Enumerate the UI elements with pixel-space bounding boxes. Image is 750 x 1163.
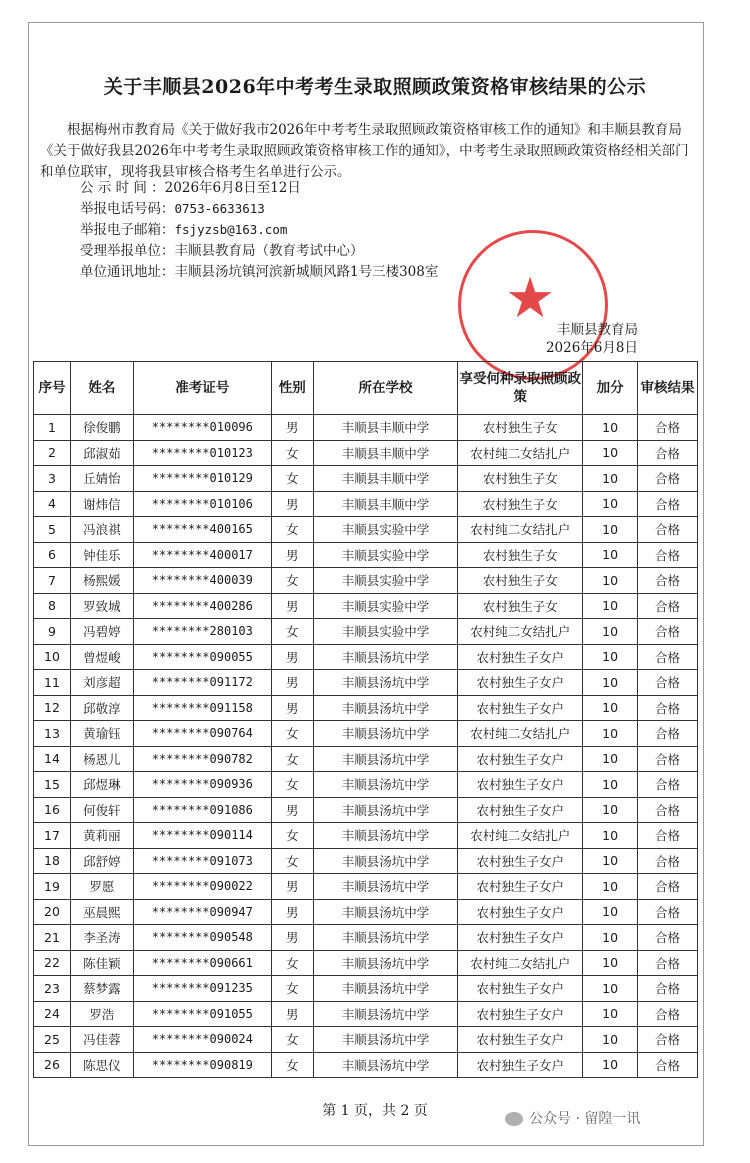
cell-gender: 女	[271, 976, 313, 1002]
cell-seq: 15	[34, 772, 71, 798]
table-row	[34, 695, 698, 721]
cell-gender: 女	[271, 1027, 313, 1053]
table-row	[34, 746, 698, 772]
cell-exam-id: ********400017	[133, 542, 271, 568]
info-label: 举报电子邮箱：	[80, 222, 175, 238]
cell-school: 丰顺县汤坑中学	[313, 925, 458, 951]
cell-result: 合格	[638, 440, 698, 466]
cell-gender: 女	[271, 1052, 313, 1078]
cell-gender: 女	[271, 772, 313, 798]
cell-seq: 2	[34, 440, 71, 466]
cell-policy: 农村独生子女	[458, 568, 583, 594]
signature-date: 2026年6月8日	[545, 340, 638, 356]
cell-result: 合格	[638, 568, 698, 594]
cell-bonus: 10	[583, 415, 638, 441]
cell-exam-id: ********400039	[133, 568, 271, 594]
cell-school: 丰顺县实验中学	[313, 568, 458, 594]
table-body	[34, 415, 698, 1078]
table-row	[34, 644, 698, 670]
cell-bonus: 10	[583, 644, 638, 670]
cell-seq: 13	[34, 721, 71, 747]
table-row	[34, 517, 698, 543]
cell-gender: 男	[271, 542, 313, 568]
info-phone	[80, 199, 265, 219]
cell-policy: 农村独生子女户	[458, 925, 583, 951]
cell-bonus: 10	[583, 440, 638, 466]
header-name: 姓名	[70, 362, 133, 415]
cell-gender: 女	[271, 721, 313, 747]
cell-bonus: 10	[583, 491, 638, 517]
wechat-icon	[505, 1112, 523, 1126]
cell-name: 巫晨熙	[70, 899, 133, 925]
cell-school: 丰顺县汤坑中学	[313, 1001, 458, 1027]
cell-school: 丰顺县汤坑中学	[313, 721, 458, 747]
cell-bonus: 10	[583, 670, 638, 696]
cell-result: 合格	[638, 415, 698, 441]
table-row	[34, 797, 698, 823]
cell-result: 合格	[638, 466, 698, 492]
cell-bonus: 10	[583, 848, 638, 874]
cell-policy: 农村独生子女	[458, 542, 583, 568]
cell-result: 合格	[638, 542, 698, 568]
cell-result: 合格	[638, 619, 698, 645]
info-value: fsjyzsb@163.com	[174, 222, 288, 237]
document-title: 关于丰顺县2026年中考考生录取照顾政策资格审核结果的公示	[103, 76, 647, 98]
cell-school: 丰顺县汤坑中学	[313, 695, 458, 721]
cell-result: 合格	[638, 670, 698, 696]
cell-name: 李圣涛	[70, 925, 133, 951]
cell-seq: 14	[34, 746, 71, 772]
cell-name: 邱敬淳	[70, 695, 133, 721]
cell-policy: 农村纯二女结扎户	[458, 950, 583, 976]
header-seq: 序号	[34, 362, 71, 415]
table-header-row	[34, 362, 698, 415]
table-row	[34, 568, 698, 594]
cell-seq: 5	[34, 517, 71, 543]
cell-name: 罗浩	[70, 1001, 133, 1027]
table-row	[34, 925, 698, 951]
cell-school: 丰顺县丰顺中学	[313, 491, 458, 517]
cell-policy: 农村独生子女户	[458, 899, 583, 925]
cell-result: 合格	[638, 721, 698, 747]
info-label: 举报电话号码：	[80, 201, 175, 217]
cell-policy: 农村独生子女户	[458, 976, 583, 1002]
table-row	[34, 772, 698, 798]
cell-result: 合格	[638, 925, 698, 951]
cell-exam-id: ********400286	[133, 593, 271, 619]
cell-seq: 18	[34, 848, 71, 874]
cell-policy: 农村纯二女结扎户	[458, 823, 583, 849]
cell-exam-id: ********091172	[133, 670, 271, 696]
cell-school: 丰顺县实验中学	[313, 619, 458, 645]
cell-name: 冯碧婷	[70, 619, 133, 645]
cell-exam-id: ********010106	[133, 491, 271, 517]
cell-result: 合格	[638, 593, 698, 619]
info-publicity-time	[80, 178, 301, 198]
cell-name: 丘婧怡	[70, 466, 133, 492]
cell-bonus: 10	[583, 517, 638, 543]
cell-seq: 23	[34, 976, 71, 1002]
cell-policy: 农村独生子女	[458, 593, 583, 619]
cell-exam-id: ********010129	[133, 466, 271, 492]
cell-gender: 女	[271, 568, 313, 594]
table-row	[34, 415, 698, 441]
cell-bonus: 10	[583, 568, 638, 594]
cell-school: 丰顺县汤坑中学	[313, 848, 458, 874]
cell-result: 合格	[638, 746, 698, 772]
table-row	[34, 848, 698, 874]
candidate-table	[33, 361, 698, 1078]
cell-result: 合格	[638, 695, 698, 721]
table-row	[34, 542, 698, 568]
cell-bonus: 10	[583, 874, 638, 900]
header-bonus: 加分	[583, 362, 638, 415]
table-row	[34, 593, 698, 619]
cell-exam-id: ********090024	[133, 1027, 271, 1053]
cell-name: 陈思仪	[70, 1052, 133, 1078]
cell-exam-id: ********090114	[133, 823, 271, 849]
cell-seq: 25	[34, 1027, 71, 1053]
info-unit	[80, 241, 364, 261]
cell-school: 丰顺县丰顺中学	[313, 415, 458, 441]
cell-bonus: 10	[583, 1052, 638, 1078]
cell-name: 罗致城	[70, 593, 133, 619]
cell-exam-id: ********090819	[133, 1052, 271, 1078]
cell-gender: 女	[271, 517, 313, 543]
info-address	[80, 262, 438, 282]
cell-name: 邱煜琳	[70, 772, 133, 798]
page-footer: 第 1 页，共 2 页	[322, 1103, 428, 1119]
cell-school: 丰顺县汤坑中学	[313, 644, 458, 670]
table-row	[34, 721, 698, 747]
cell-gender: 男	[271, 1001, 313, 1027]
cell-school: 丰顺县汤坑中学	[313, 746, 458, 772]
cell-name: 邱淑茹	[70, 440, 133, 466]
cell-school: 丰顺县汤坑中学	[313, 976, 458, 1002]
cell-gender: 男	[271, 925, 313, 951]
cell-result: 合格	[638, 976, 698, 1002]
cell-result: 合格	[638, 874, 698, 900]
cell-policy: 农村独生子女户	[458, 670, 583, 696]
cell-exam-id: ********090947	[133, 899, 271, 925]
cell-exam-id: ********280103	[133, 619, 271, 645]
cell-seq: 20	[34, 899, 71, 925]
cell-exam-id: ********091055	[133, 1001, 271, 1027]
cell-exam-id: ********091086	[133, 797, 271, 823]
cell-result: 合格	[638, 517, 698, 543]
cell-name: 邱舒婷	[70, 848, 133, 874]
cell-school: 丰顺县汤坑中学	[313, 772, 458, 798]
cell-school: 丰顺县汤坑中学	[313, 1027, 458, 1053]
cell-school: 丰顺县实验中学	[313, 542, 458, 568]
cell-bonus: 10	[583, 695, 638, 721]
cell-bonus: 10	[583, 593, 638, 619]
table-row	[34, 466, 698, 492]
info-value: 0753-6633613	[174, 201, 265, 216]
table-row	[34, 1001, 698, 1027]
table-row	[34, 670, 698, 696]
cell-exam-id: ********090764	[133, 721, 271, 747]
cell-seq: 22	[34, 950, 71, 976]
cell-policy: 农村独生子女户	[458, 874, 583, 900]
watermark-text: 公众号 · 留隍一讯	[529, 1111, 641, 1127]
cell-name: 徐俊鹏	[70, 415, 133, 441]
cell-bonus: 10	[583, 1001, 638, 1027]
info-label: 受理举报单位：	[80, 243, 175, 259]
cell-gender: 男	[271, 670, 313, 696]
header-policy: 享受何种录取照顾政策	[458, 362, 583, 415]
cell-gender: 男	[271, 644, 313, 670]
table-row	[34, 440, 698, 466]
cell-school: 丰顺县丰顺中学	[313, 440, 458, 466]
cell-exam-id: ********400165	[133, 517, 271, 543]
cell-gender: 男	[271, 695, 313, 721]
cell-seq: 4	[34, 491, 71, 517]
header-result: 审核结果	[638, 362, 698, 415]
cell-gender: 男	[271, 415, 313, 441]
cell-school: 丰顺县汤坑中学	[313, 823, 458, 849]
cell-result: 合格	[638, 644, 698, 670]
cell-school: 丰顺县汤坑中学	[313, 670, 458, 696]
cell-school: 丰顺县实验中学	[313, 517, 458, 543]
cell-exam-id: ********091158	[133, 695, 271, 721]
star-icon: ★	[505, 266, 556, 331]
cell-result: 合格	[638, 848, 698, 874]
signature-org: 丰顺县教育局	[557, 322, 638, 338]
cell-policy: 农村独生子女户	[458, 1001, 583, 1027]
cell-result: 合格	[638, 823, 698, 849]
cell-seq: 8	[34, 593, 71, 619]
cell-name: 罗愿	[70, 874, 133, 900]
cell-seq: 1	[34, 415, 71, 441]
cell-seq: 12	[34, 695, 71, 721]
cell-name: 陈佳颖	[70, 950, 133, 976]
cell-name: 蔡梦露	[70, 976, 133, 1002]
cell-name: 刘彦超	[70, 670, 133, 696]
table-row	[34, 823, 698, 849]
cell-result: 合格	[638, 1027, 698, 1053]
cell-exam-id: ********010123	[133, 440, 271, 466]
intro-paragraph: 根据梅州市教育局《关于做好我市2026年中考考生录取照顾政策资格审核工作的通知》和丰顺县教育局《关于做好我县2026年中考考生录取照顾政策资格审核工作的通知》，中考考生录取照顾政策资格经相关部门和单位联审，现将我县审核合格考生名单进行公示。	[40, 122, 689, 180]
cell-seq: 7	[34, 568, 71, 594]
cell-bonus: 10	[583, 1027, 638, 1053]
cell-policy: 农村独生子女户	[458, 797, 583, 823]
cell-policy: 农村纯二女结扎户	[458, 619, 583, 645]
cell-policy: 农村独生子女	[458, 415, 583, 441]
cell-policy: 农村独生子女户	[458, 848, 583, 874]
cell-policy: 农村独生子女户	[458, 644, 583, 670]
cell-name: 冯佳蓉	[70, 1027, 133, 1053]
cell-school: 丰顺县汤坑中学	[313, 1052, 458, 1078]
cell-gender: 女	[271, 619, 313, 645]
cell-bonus: 10	[583, 619, 638, 645]
table-row	[34, 619, 698, 645]
table-row	[34, 874, 698, 900]
info-value: 2026年6月8日至12日	[164, 180, 301, 196]
cell-result: 合格	[638, 950, 698, 976]
cell-school: 丰顺县丰顺中学	[313, 466, 458, 492]
cell-seq: 17	[34, 823, 71, 849]
cell-bonus: 10	[583, 721, 638, 747]
cell-policy: 农村纯二女结扎户	[458, 721, 583, 747]
info-label: 公 示 时 间 ：	[80, 180, 165, 196]
cell-name: 黄瑜钰	[70, 721, 133, 747]
header-exam-id: 准考证号	[133, 362, 271, 415]
cell-policy: 农村纯二女结扎户	[458, 517, 583, 543]
cell-bonus: 10	[583, 746, 638, 772]
info-email	[80, 220, 287, 240]
cell-policy: 农村独生子女户	[458, 1027, 583, 1053]
cell-result: 合格	[638, 899, 698, 925]
cell-exam-id: ********090782	[133, 746, 271, 772]
cell-exam-id: ********090548	[133, 925, 271, 951]
table-row	[34, 1027, 698, 1053]
cell-policy: 农村独生子女户	[458, 746, 583, 772]
cell-gender: 男	[271, 593, 313, 619]
cell-school: 丰顺县汤坑中学	[313, 899, 458, 925]
table-row	[34, 491, 698, 517]
info-value: 丰顺县教育局（教育考试中心）	[174, 243, 364, 259]
cell-bonus: 10	[583, 976, 638, 1002]
info-label: 单位通讯地址：	[80, 264, 175, 280]
table-row	[34, 976, 698, 1002]
cell-name: 杨恩儿	[70, 746, 133, 772]
cell-name: 何俊轩	[70, 797, 133, 823]
cell-name: 黄莉丽	[70, 823, 133, 849]
cell-bonus: 10	[583, 823, 638, 849]
cell-gender: 女	[271, 466, 313, 492]
cell-bonus: 10	[583, 899, 638, 925]
cell-name: 冯浪祺	[70, 517, 133, 543]
cell-policy: 农村独生子女	[458, 466, 583, 492]
cell-name: 曾煜峻	[70, 644, 133, 670]
cell-seq: 10	[34, 644, 71, 670]
cell-seq: 16	[34, 797, 71, 823]
cell-exam-id: ********090661	[133, 950, 271, 976]
header-school: 所在学校	[313, 362, 458, 415]
cell-gender: 女	[271, 746, 313, 772]
cell-exam-id: ********091235	[133, 976, 271, 1002]
cell-gender: 女	[271, 950, 313, 976]
cell-result: 合格	[638, 772, 698, 798]
table-row	[34, 1052, 698, 1078]
cell-seq: 11	[34, 670, 71, 696]
watermark	[505, 1108, 640, 1128]
header-gender: 性别	[271, 362, 313, 415]
cell-seq: 9	[34, 619, 71, 645]
cell-seq: 6	[34, 542, 71, 568]
cell-exam-id: ********010096	[133, 415, 271, 441]
cell-seq: 21	[34, 925, 71, 951]
cell-bonus: 10	[583, 466, 638, 492]
cell-name: 谢炜信	[70, 491, 133, 517]
cell-gender: 女	[271, 848, 313, 874]
cell-result: 合格	[638, 1001, 698, 1027]
cell-bonus: 10	[583, 772, 638, 798]
table-row	[34, 950, 698, 976]
info-value: 丰顺县汤坑镇河滨新城顺风路1号三楼308室	[174, 264, 439, 280]
cell-name: 钟佳乐	[70, 542, 133, 568]
table-row	[34, 899, 698, 925]
cell-result: 合格	[638, 1052, 698, 1078]
cell-school: 丰顺县汤坑中学	[313, 950, 458, 976]
official-seal	[458, 230, 608, 380]
cell-gender: 女	[271, 440, 313, 466]
cell-policy: 农村独生子女户	[458, 695, 583, 721]
cell-bonus: 10	[583, 542, 638, 568]
cell-bonus: 10	[583, 950, 638, 976]
cell-exam-id: ********091073	[133, 848, 271, 874]
cell-gender: 男	[271, 899, 313, 925]
cell-bonus: 10	[583, 797, 638, 823]
cell-result: 合格	[638, 797, 698, 823]
cell-seq: 26	[34, 1052, 71, 1078]
cell-gender: 男	[271, 491, 313, 517]
cell-school: 丰顺县汤坑中学	[313, 797, 458, 823]
cell-bonus: 10	[583, 925, 638, 951]
cell-school: 丰顺县实验中学	[313, 593, 458, 619]
cell-policy: 农村纯二女结扎户	[458, 440, 583, 466]
cell-exam-id: ********090022	[133, 874, 271, 900]
cell-gender: 女	[271, 823, 313, 849]
cell-name: 杨熙媛	[70, 568, 133, 594]
cell-gender: 男	[271, 874, 313, 900]
cell-seq: 24	[34, 1001, 71, 1027]
cell-policy: 农村独生子女户	[458, 1052, 583, 1078]
cell-seq: 3	[34, 466, 71, 492]
cell-seq: 19	[34, 874, 71, 900]
cell-policy: 农村独生子女户	[458, 772, 583, 798]
cell-result: 合格	[638, 491, 698, 517]
cell-school: 丰顺县汤坑中学	[313, 874, 458, 900]
cell-policy: 农村独生子女	[458, 491, 583, 517]
cell-exam-id: ********090055	[133, 644, 271, 670]
cell-gender: 男	[271, 797, 313, 823]
cell-exam-id: ********090936	[133, 772, 271, 798]
